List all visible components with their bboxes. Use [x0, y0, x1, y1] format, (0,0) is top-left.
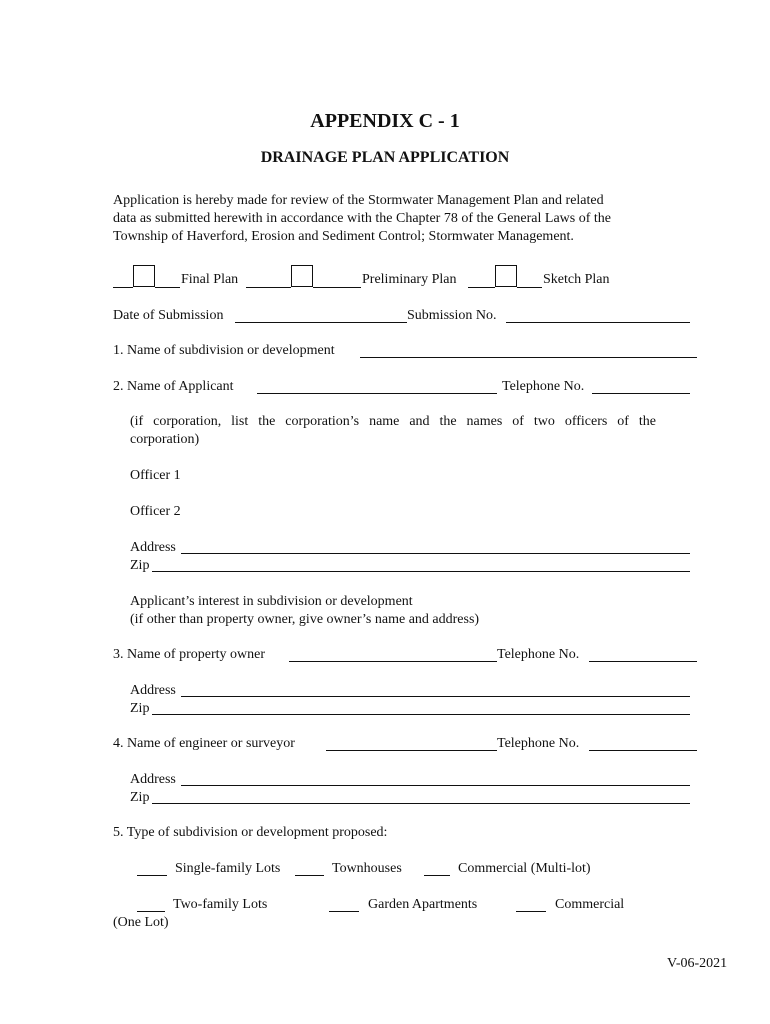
- engineer-phone-label: Telephone No.: [497, 736, 580, 751]
- subdivision-name-field[interactable]: [360, 357, 697, 358]
- engineer-name-label: 4. Name of engineer or surveyor: [113, 736, 295, 751]
- applicant-phone-label: Telephone No.: [502, 379, 585, 394]
- sketch-plan-checkbox[interactable]: [495, 265, 517, 287]
- applicant-name-field[interactable]: [257, 393, 497, 394]
- submission-number-label: Submission No.: [407, 308, 497, 323]
- applicant-zip-label: Zip: [130, 558, 150, 573]
- owner-zip-field[interactable]: [152, 714, 690, 715]
- engineer-address-field[interactable]: [181, 785, 690, 786]
- engineer-address-label: Address: [130, 772, 176, 787]
- commercial-label: Commercial: [555, 897, 625, 912]
- engineer-zip-field[interactable]: [152, 803, 690, 804]
- owner-address-field[interactable]: [181, 696, 690, 697]
- sketch-plan-line-right: [517, 287, 542, 288]
- submission-number-field[interactable]: [506, 322, 690, 323]
- final-plan-checkbox[interactable]: [133, 265, 155, 287]
- two-family-blank[interactable]: [137, 911, 165, 912]
- sketch-plan-line-left: [468, 287, 495, 288]
- commercial-blank[interactable]: [516, 911, 546, 912]
- property-owner-phone-field[interactable]: [589, 661, 697, 662]
- property-owner-phone-label: Telephone No.: [497, 647, 580, 662]
- commercial-multi-lot-label: Commercial (Multi-lot): [458, 861, 591, 876]
- commercial-multi-lot-blank[interactable]: [424, 875, 450, 876]
- one-lot-label: (One Lot): [113, 915, 169, 930]
- appendix-title: APPENDIX C - 1: [310, 110, 460, 132]
- final-plan-line-right: [155, 287, 180, 288]
- corporation-note-line-1: (if corporation, list the corporation’s name and the names of two officers of the: [130, 414, 656, 429]
- corporation-note-line-2: corporation): [130, 432, 200, 447]
- engineer-name-field[interactable]: [326, 750, 497, 751]
- owner-address-label: Address: [130, 683, 176, 698]
- engineer-zip-label: Zip: [130, 790, 150, 805]
- single-family-blank[interactable]: [137, 875, 167, 876]
- townhouses-blank[interactable]: [295, 875, 324, 876]
- applicant-address-label: Address: [130, 540, 176, 555]
- date-of-submission-label: Date of Submission: [113, 308, 224, 323]
- intro-line-2: data as submitted herewith in accordance with the Chapter 78 of the General Laws of the: [113, 211, 611, 226]
- date-of-submission-field[interactable]: [235, 322, 407, 323]
- preliminary-plan-line-right: [313, 287, 361, 288]
- officer-1-label: Officer 1: [130, 468, 181, 483]
- engineer-phone-field[interactable]: [589, 750, 697, 751]
- preliminary-plan-label: Preliminary Plan: [362, 272, 457, 287]
- development-type-label: 5. Type of subdivision or development proposed:: [113, 825, 388, 840]
- applicant-address-field[interactable]: [181, 553, 690, 554]
- applicant-zip-field[interactable]: [152, 571, 690, 572]
- property-owner-field[interactable]: [289, 661, 497, 662]
- version-label: V-06-2021: [667, 956, 728, 971]
- garden-apartments-label: Garden Apartments: [368, 897, 478, 912]
- intro-line-1: Application is hereby made for review of the Stormwater Management Plan and related: [113, 193, 604, 208]
- two-family-label: Two-family Lots: [173, 897, 268, 912]
- intro-line-3: Township of Haverford, Erosion and Sediment Control; Stormwater Management.: [113, 229, 574, 244]
- owner-zip-label: Zip: [130, 701, 150, 716]
- officer-2-label: Officer 2: [130, 504, 181, 519]
- preliminary-plan-checkbox[interactable]: [291, 265, 313, 287]
- preliminary-plan-line-left: [246, 287, 291, 288]
- final-plan-line-left: [113, 287, 133, 288]
- single-family-label: Single-family Lots: [175, 861, 281, 876]
- applicant-interest-line-1: Applicant’s interest in subdivision or development: [130, 594, 413, 609]
- property-owner-label: 3. Name of property owner: [113, 647, 266, 662]
- applicant-interest-line-2: (if other than property owner, give owner’s name and address): [130, 612, 480, 627]
- applicant-phone-field[interactable]: [592, 393, 690, 394]
- applicant-name-label: 2. Name of Applicant: [113, 379, 234, 394]
- subdivision-name-label: 1. Name of subdivision or development: [113, 343, 335, 358]
- form-title: DRAINAGE PLAN APPLICATION: [260, 149, 510, 166]
- sketch-plan-label: Sketch Plan: [543, 272, 610, 287]
- garden-apartments-blank[interactable]: [329, 911, 359, 912]
- final-plan-label: Final Plan: [181, 272, 239, 287]
- townhouses-label: Townhouses: [332, 861, 402, 876]
